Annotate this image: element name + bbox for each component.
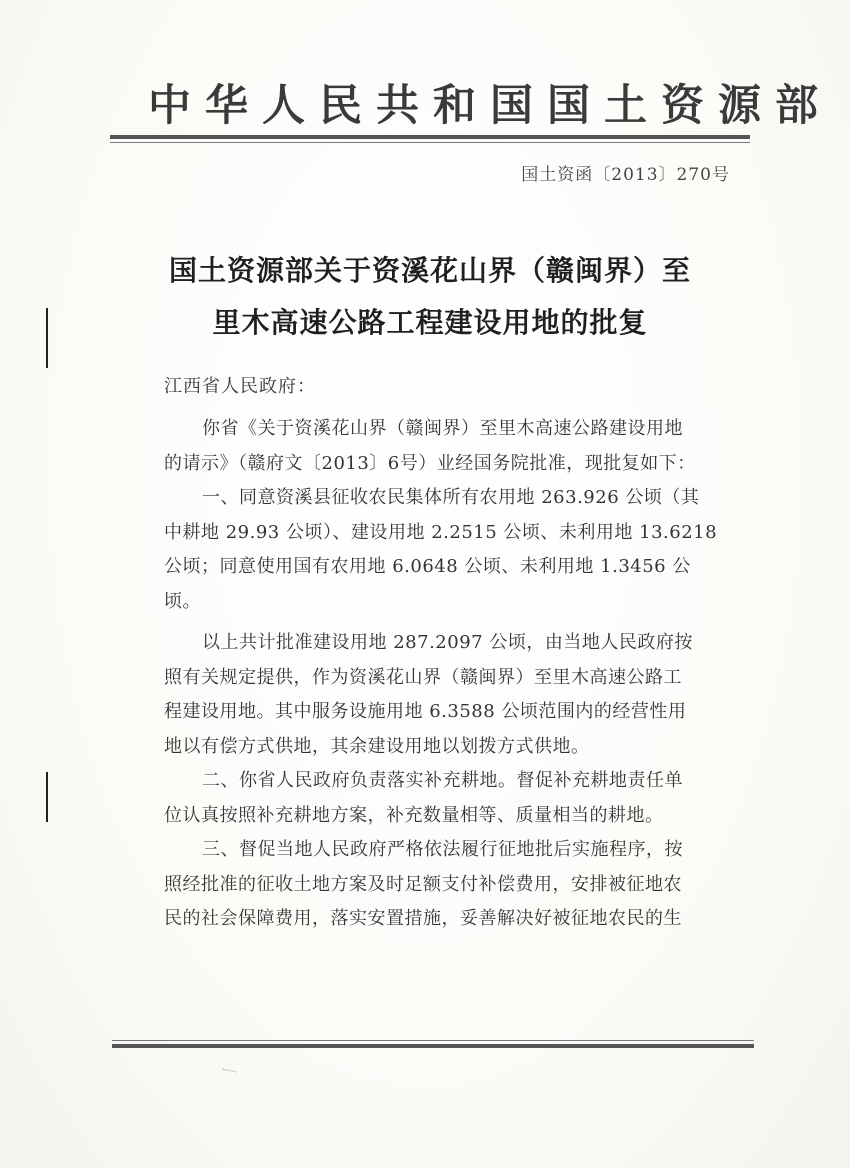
body-line: 你省《关于资溪花山界（赣闽界）至里木高速公路建设用地 <box>202 418 683 439</box>
document-title <box>110 245 750 349</box>
body-line: 照经批准的征收土地方案及时足额支付补偿费用，安排被征地农 <box>164 873 682 895</box>
document-number: 国土资函〔2013〕270号 <box>521 165 730 185</box>
body-line: 三、督促当地人民政府严格依法履行征地批后实施程序，按 <box>202 839 683 860</box>
body-line: 程建设用地。其中服务设施用地 6.3588 公顷范围内的经营性用 <box>164 701 687 722</box>
body-line: 地以有偿方式供地，其余建设用地以划拨方式供地。 <box>164 735 590 757</box>
body-line: 一、同意资溪县征收农民集体所有农用地 263.926 公顷（其 <box>202 487 700 508</box>
body-line: 的请示》（赣府文〔2013〕6号）业经国务院批准，现批复如下： <box>164 452 696 474</box>
margin-binding-mark <box>46 308 48 368</box>
paragraph-gap <box>164 619 774 626</box>
footer-rule-thick <box>112 1044 754 1048</box>
footer-rule <box>112 1040 754 1048</box>
letterhead: 中华人民共和国国土资源部 <box>148 81 832 131</box>
body-line: 以上共计批准建设用地 287.2097 公顷，由当地人民政府按 <box>202 632 693 653</box>
margin-binding-mark <box>46 772 48 822</box>
footer-rule-thin <box>112 1040 754 1041</box>
body-line: 照有关规定提供，作为资溪花山界（赣闽界）至里木高速公路工 <box>164 666 682 688</box>
body-line: 二、你省人民政府负责落实补充耕地。督促补充耕地责任单 <box>202 770 683 791</box>
salutation: 江西省人民政府： <box>164 376 316 397</box>
body-line: 中耕地 29.93 公顷）、建设用地 2.2515 公顷、未利用地 13.6218 <box>164 521 718 543</box>
header-rule-thin <box>110 142 750 143</box>
body-line: 位认真按照补充耕地方案，补充数量相等、质量相当的耕地。 <box>164 804 664 826</box>
title-line-2: 里木高速公路工程建设用地的批复 <box>212 306 648 339</box>
scan-speck <box>221 1069 236 1079</box>
title-line-1: 国土资源部关于资溪花山界（赣闽界）至 <box>168 254 691 287</box>
body-line: 顷。 <box>164 590 201 612</box>
body-line: 民的社会保障费用，落实安置措施，妥善解决好被征地农民的生 <box>164 908 682 929</box>
header-rule <box>110 135 750 143</box>
body-line: 公顷；同意使用国有农用地 6.0648 公顷、未利用地 1.3456 公 <box>164 556 691 577</box>
header-rule-thick <box>110 135 750 139</box>
document-body <box>164 412 774 937</box>
